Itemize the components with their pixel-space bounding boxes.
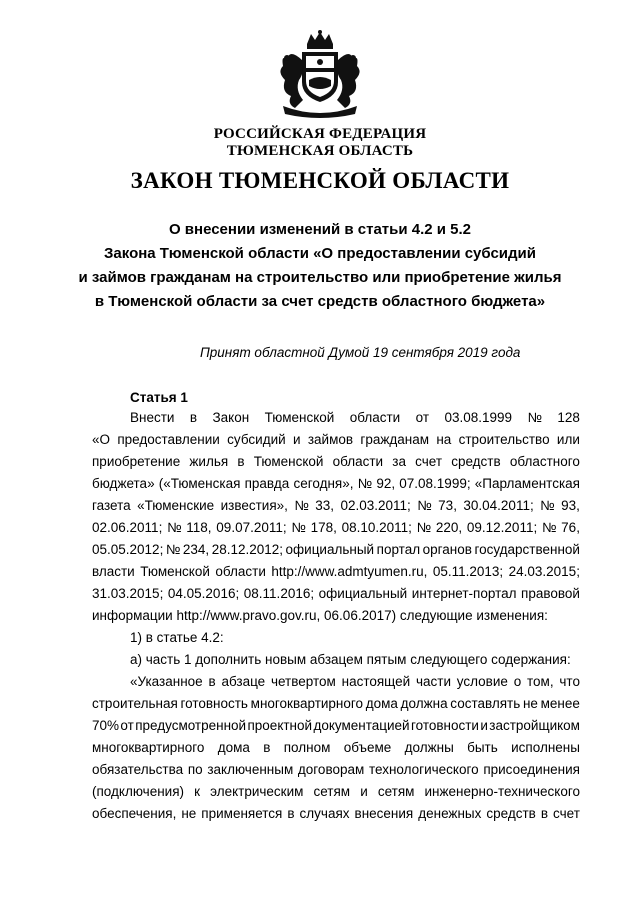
body-line: власти Тюменской области http://www.admtyumen.ru, 05.11.2013; 24.03.2015; <box>92 564 580 579</box>
body-line: 31.03.2015; 04.05.2016; 08.11.2016; официальный интернет-портал правовой <box>92 586 580 601</box>
article-heading: Статья 1 <box>130 390 188 405</box>
adoption-note: Принят областной Думой 19 сентября 2019 года <box>200 345 521 360</box>
body-line: «Указанное в абзаце четвертом настоящей части условие о том, что <box>130 674 580 689</box>
body-line: 70% от предусмотренной проектной документацией готовности и застройщиком <box>92 718 580 733</box>
region-heading: ТЮМЕНСКАЯ ОБЛАСТЬ <box>226 143 414 159</box>
law-title-line: Закона Тюменской области «О предоставлении субсидий <box>104 245 536 262</box>
tyumen-coat-of-arms-emblem <box>269 30 371 118</box>
body-line: многоквартирного дома в полном объеме должны быть исполнены <box>92 740 580 755</box>
law-title-line: в Тюменской области за счет средств областного бюджета» <box>94 293 546 310</box>
body-line: 1) в статье 4.2: <box>130 630 224 645</box>
body-line: 02.06.2011; № 118, 09.07.2011; № 178, 08.10.2011; № 220, 09.12.2011; № 76, <box>92 520 580 535</box>
body-line: строительная готовность многоквартирного дома должна составлять не менее <box>92 696 580 711</box>
body-line: бюджета» («Тюменская правда сегодня», № 92, 07.08.1999; «Парламентская <box>92 476 580 491</box>
body-line: приобретение жилья в Тюменской области за счет средств областного <box>92 454 580 469</box>
law-heading: ЗАКОН ТЮМЕНСКОЙ ОБЛАСТИ <box>130 168 510 193</box>
law-title-line: О внесении изменений в статьи 4.2 и 5.2 <box>168 221 472 238</box>
article-body <box>92 407 580 825</box>
law-title <box>0 218 640 314</box>
law-title-line: и займов гражданам на строительство или приобретение жилья <box>78 269 562 286</box>
body-line: 05.05.2012; № 234, 28.12.2012; официальный портал органов государственной <box>92 542 580 557</box>
body-line: обеспечения, не применяется в случаях внесения денежных средств в счет <box>92 806 580 821</box>
body-line: обязательства по заключенным договорам технологического присоединения <box>92 762 580 777</box>
body-line: (подключения) к электрическим сетям и сетям инженерно-технического <box>92 784 580 799</box>
body-line: газета «Тюменские известия», № 33, 02.03.2011; № 73, 30.04.2011; № 93, <box>92 498 580 513</box>
body-line: информации http://www.pravo.gov.ru, 06.06.2017) следующие изменения: <box>92 608 548 623</box>
country-heading: РОССИЙСКАЯ ФЕДЕРАЦИЯ <box>213 126 427 142</box>
body-line: «О предоставлении субсидий и займов гражданам на строительство или <box>92 432 580 447</box>
body-line: Внести в Закон Тюменской области от 03.08.1999 № 128 <box>130 410 580 425</box>
body-line: а) часть 1 дополнить новым абзацем пятым следующего содержания: <box>130 652 571 667</box>
